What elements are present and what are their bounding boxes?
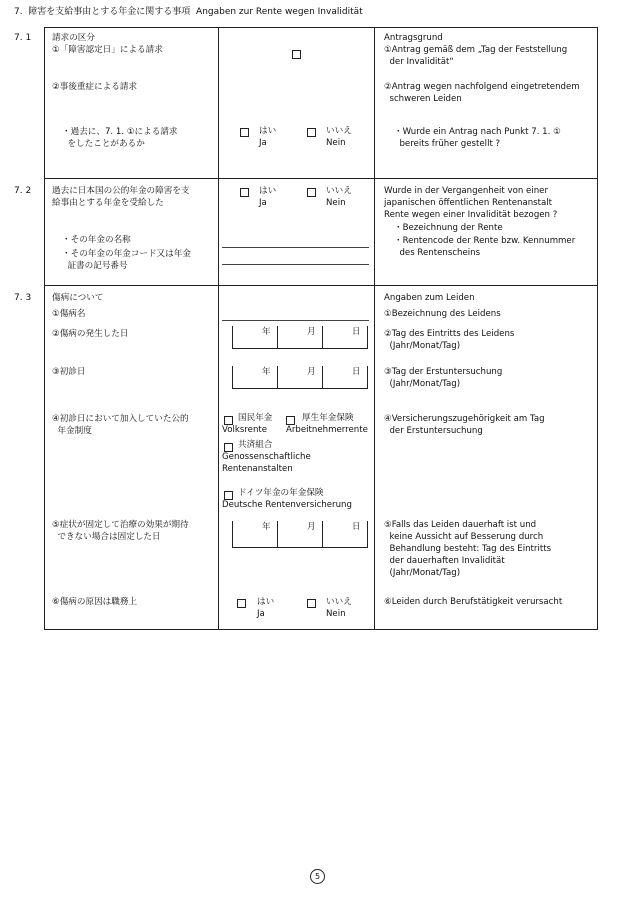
year-unit: 年 bbox=[262, 367, 271, 377]
yes-label-jp: はい bbox=[259, 126, 277, 136]
de-label: Antragsgrund bbox=[384, 33, 443, 43]
de-label: Wurde in der Vergangenheit von einer bbox=[384, 186, 548, 196]
month-unit: 月 bbox=[307, 327, 316, 337]
option-label-de: Genossenschaftliche bbox=[222, 452, 311, 462]
jp-label: 傷病について bbox=[52, 293, 104, 303]
option-label-de: Deutsche Rentenversicherung bbox=[222, 500, 352, 510]
de-label: ⑥Leiden durch Berufstätigkeit verursacht bbox=[384, 597, 563, 607]
section-number-72: 7. 2 bbox=[14, 186, 32, 196]
day-unit: 日 bbox=[352, 522, 361, 532]
de-label: schweren Leiden bbox=[384, 94, 462, 104]
jp-label: ・その年金の年金コード又は年金 bbox=[62, 249, 191, 259]
jp-label: ②事後重症による請求 bbox=[52, 82, 138, 92]
option-label-de: Rentenanstalten bbox=[222, 464, 293, 474]
table-bottom-border bbox=[44, 629, 598, 630]
jp-label: をしたことがあるか bbox=[62, 139, 145, 149]
de-label: der Erstuntersuchung bbox=[384, 426, 483, 436]
section-header: 7. 障害を支給事由とする年金に関する事項 Angaben zur Rente wegen Invalidität bbox=[14, 7, 363, 17]
jp-label: 年金制度 bbox=[52, 426, 92, 436]
de-label: ④Versicherungszugehörigkeit am Tag bbox=[384, 414, 545, 424]
de-label: (Jahr/Monat/Tag) bbox=[384, 341, 461, 351]
no-label-jp: いいえ bbox=[326, 126, 352, 136]
work-related-no-checkbox[interactable] bbox=[307, 599, 316, 608]
jp-label: ①傷病名 bbox=[52, 309, 86, 319]
jp-label: ⑤症状が固定して治療の効果が期待 bbox=[52, 520, 189, 530]
pension-name-field[interactable] bbox=[222, 247, 369, 248]
prior-request-no-checkbox[interactable] bbox=[307, 128, 316, 137]
yes-label-de: Ja bbox=[259, 138, 267, 148]
month-unit: 月 bbox=[307, 367, 316, 377]
table-right-border bbox=[597, 27, 598, 630]
yes-label-jp: はい bbox=[259, 186, 277, 196]
genossenschaft-checkbox[interactable] bbox=[224, 443, 233, 452]
de-label: ・Bezeichnung der Rente bbox=[394, 223, 503, 233]
jp-label: ④初診日において加入していた公的 bbox=[52, 414, 189, 424]
year-unit: 年 bbox=[262, 327, 271, 337]
arbeitnehmerrente-checkbox[interactable] bbox=[286, 416, 295, 425]
request-type-checkbox[interactable] bbox=[292, 50, 301, 59]
de-label: Rente wegen einer Invalidität bezogen ? bbox=[384, 210, 558, 220]
de-label: ③Tag der Erstuntersuchung bbox=[384, 367, 503, 377]
jp-label: 証書の記号番号 bbox=[62, 261, 128, 271]
first-exam-date-field[interactable] bbox=[232, 366, 368, 389]
year-unit: 年 bbox=[262, 522, 271, 532]
option-label-de: Arbeitnehmerrente bbox=[286, 425, 368, 435]
column-divider-1 bbox=[218, 27, 219, 630]
section-number-73: 7. 3 bbox=[14, 293, 32, 303]
yes-label-jp: はい bbox=[257, 597, 275, 607]
de-label: ②Tag des Eintritts des Leidens bbox=[384, 329, 515, 339]
pension-code-field[interactable] bbox=[222, 264, 369, 265]
de-label: (Jahr/Monat/Tag) bbox=[384, 379, 461, 389]
received-pension-no-checkbox[interactable] bbox=[307, 188, 316, 197]
row-divider-71-72 bbox=[44, 178, 598, 179]
de-label: der Invalidität“ bbox=[384, 57, 454, 67]
de-label: ②Antrag wegen nachfolgend eingetretendem bbox=[384, 82, 580, 92]
de-label: der dauerhaften Invalidität bbox=[384, 556, 505, 566]
de-label: (Jahr/Monat/Tag) bbox=[384, 568, 461, 578]
row-divider-72-73 bbox=[44, 285, 598, 286]
option-label-jp: 厚生年金保険 bbox=[302, 413, 354, 423]
no-label-de: Nein bbox=[326, 198, 346, 208]
day-unit: 日 bbox=[352, 367, 361, 377]
work-related-yes-checkbox[interactable] bbox=[237, 599, 246, 608]
de-label: ⑤Falls das Leiden dauerhaft ist und bbox=[384, 520, 537, 530]
jp-label: 給事由とする年金を受給した bbox=[52, 198, 164, 208]
table-top-border bbox=[44, 27, 598, 28]
prior-request-yes-checkbox[interactable] bbox=[240, 128, 249, 137]
volksrente-checkbox[interactable] bbox=[224, 416, 233, 425]
jp-label: 過去に日本国の公的年金の障害を支 bbox=[52, 186, 190, 196]
deutsche-rv-checkbox[interactable] bbox=[224, 491, 233, 500]
option-label-de: Volksrente bbox=[222, 425, 268, 435]
option-label-jp: 国民年金 bbox=[238, 413, 273, 423]
jp-label: ①「障害認定日」による請求 bbox=[52, 45, 163, 55]
de-label: ①Bezeichnung des Leidens bbox=[384, 309, 501, 319]
jp-label: ・過去に、7. 1. ①による請求 bbox=[62, 127, 178, 137]
no-label-jp: いいえ bbox=[326, 597, 352, 607]
jp-label: ②傷病の発生した日 bbox=[52, 329, 129, 339]
received-pension-yes-checkbox[interactable] bbox=[240, 188, 249, 197]
de-label: ①Antrag gemäß dem „Tag der Feststellung bbox=[384, 45, 568, 55]
no-label-de: Nein bbox=[326, 138, 346, 148]
de-label: Angaben zum Leiden bbox=[384, 293, 475, 303]
option-label-jp: 共済組合 bbox=[238, 440, 273, 450]
column-divider-2 bbox=[374, 27, 375, 630]
jp-label: ③初診日 bbox=[52, 367, 86, 377]
jp-label: 請求の区分 bbox=[52, 33, 95, 43]
yes-label-de: Ja bbox=[257, 609, 265, 619]
de-label: keine Aussicht auf Besserung durch bbox=[384, 532, 544, 542]
page-number: 5 bbox=[310, 869, 325, 884]
de-label: des Rentenscheins bbox=[394, 248, 481, 258]
de-label: Behandlung besteht: Tag des Eintritts bbox=[384, 544, 552, 554]
onset-date-field[interactable] bbox=[232, 326, 368, 349]
disease-name-field[interactable] bbox=[222, 320, 369, 321]
yes-label-de: Ja bbox=[259, 198, 267, 208]
jp-label: ・その年金の名称 bbox=[62, 235, 131, 245]
no-label-jp: いいえ bbox=[326, 186, 352, 196]
no-label-de: Nein bbox=[326, 609, 346, 619]
table-left-border bbox=[44, 27, 45, 630]
section-number-71: 7. 1 bbox=[14, 33, 32, 43]
jp-label: できない場合は固定した日 bbox=[52, 532, 161, 542]
jp-label: ⑥傷病の原因は職務上 bbox=[52, 597, 138, 607]
de-label: ・Rentencode der Rente bzw. Kennummer bbox=[394, 236, 576, 246]
de-label: bereits früher gestellt ? bbox=[394, 139, 501, 149]
day-unit: 日 bbox=[352, 327, 361, 337]
fixed-date-field[interactable] bbox=[232, 521, 368, 548]
month-unit: 月 bbox=[307, 522, 316, 532]
de-label: japanischen öffentlichen Rentenanstalt bbox=[384, 198, 553, 208]
de-label: ・Wurde ein Antrag nach Punkt 7. 1. ① bbox=[394, 127, 561, 137]
option-label-jp: ドイツ年金の年金保険 bbox=[238, 488, 324, 498]
